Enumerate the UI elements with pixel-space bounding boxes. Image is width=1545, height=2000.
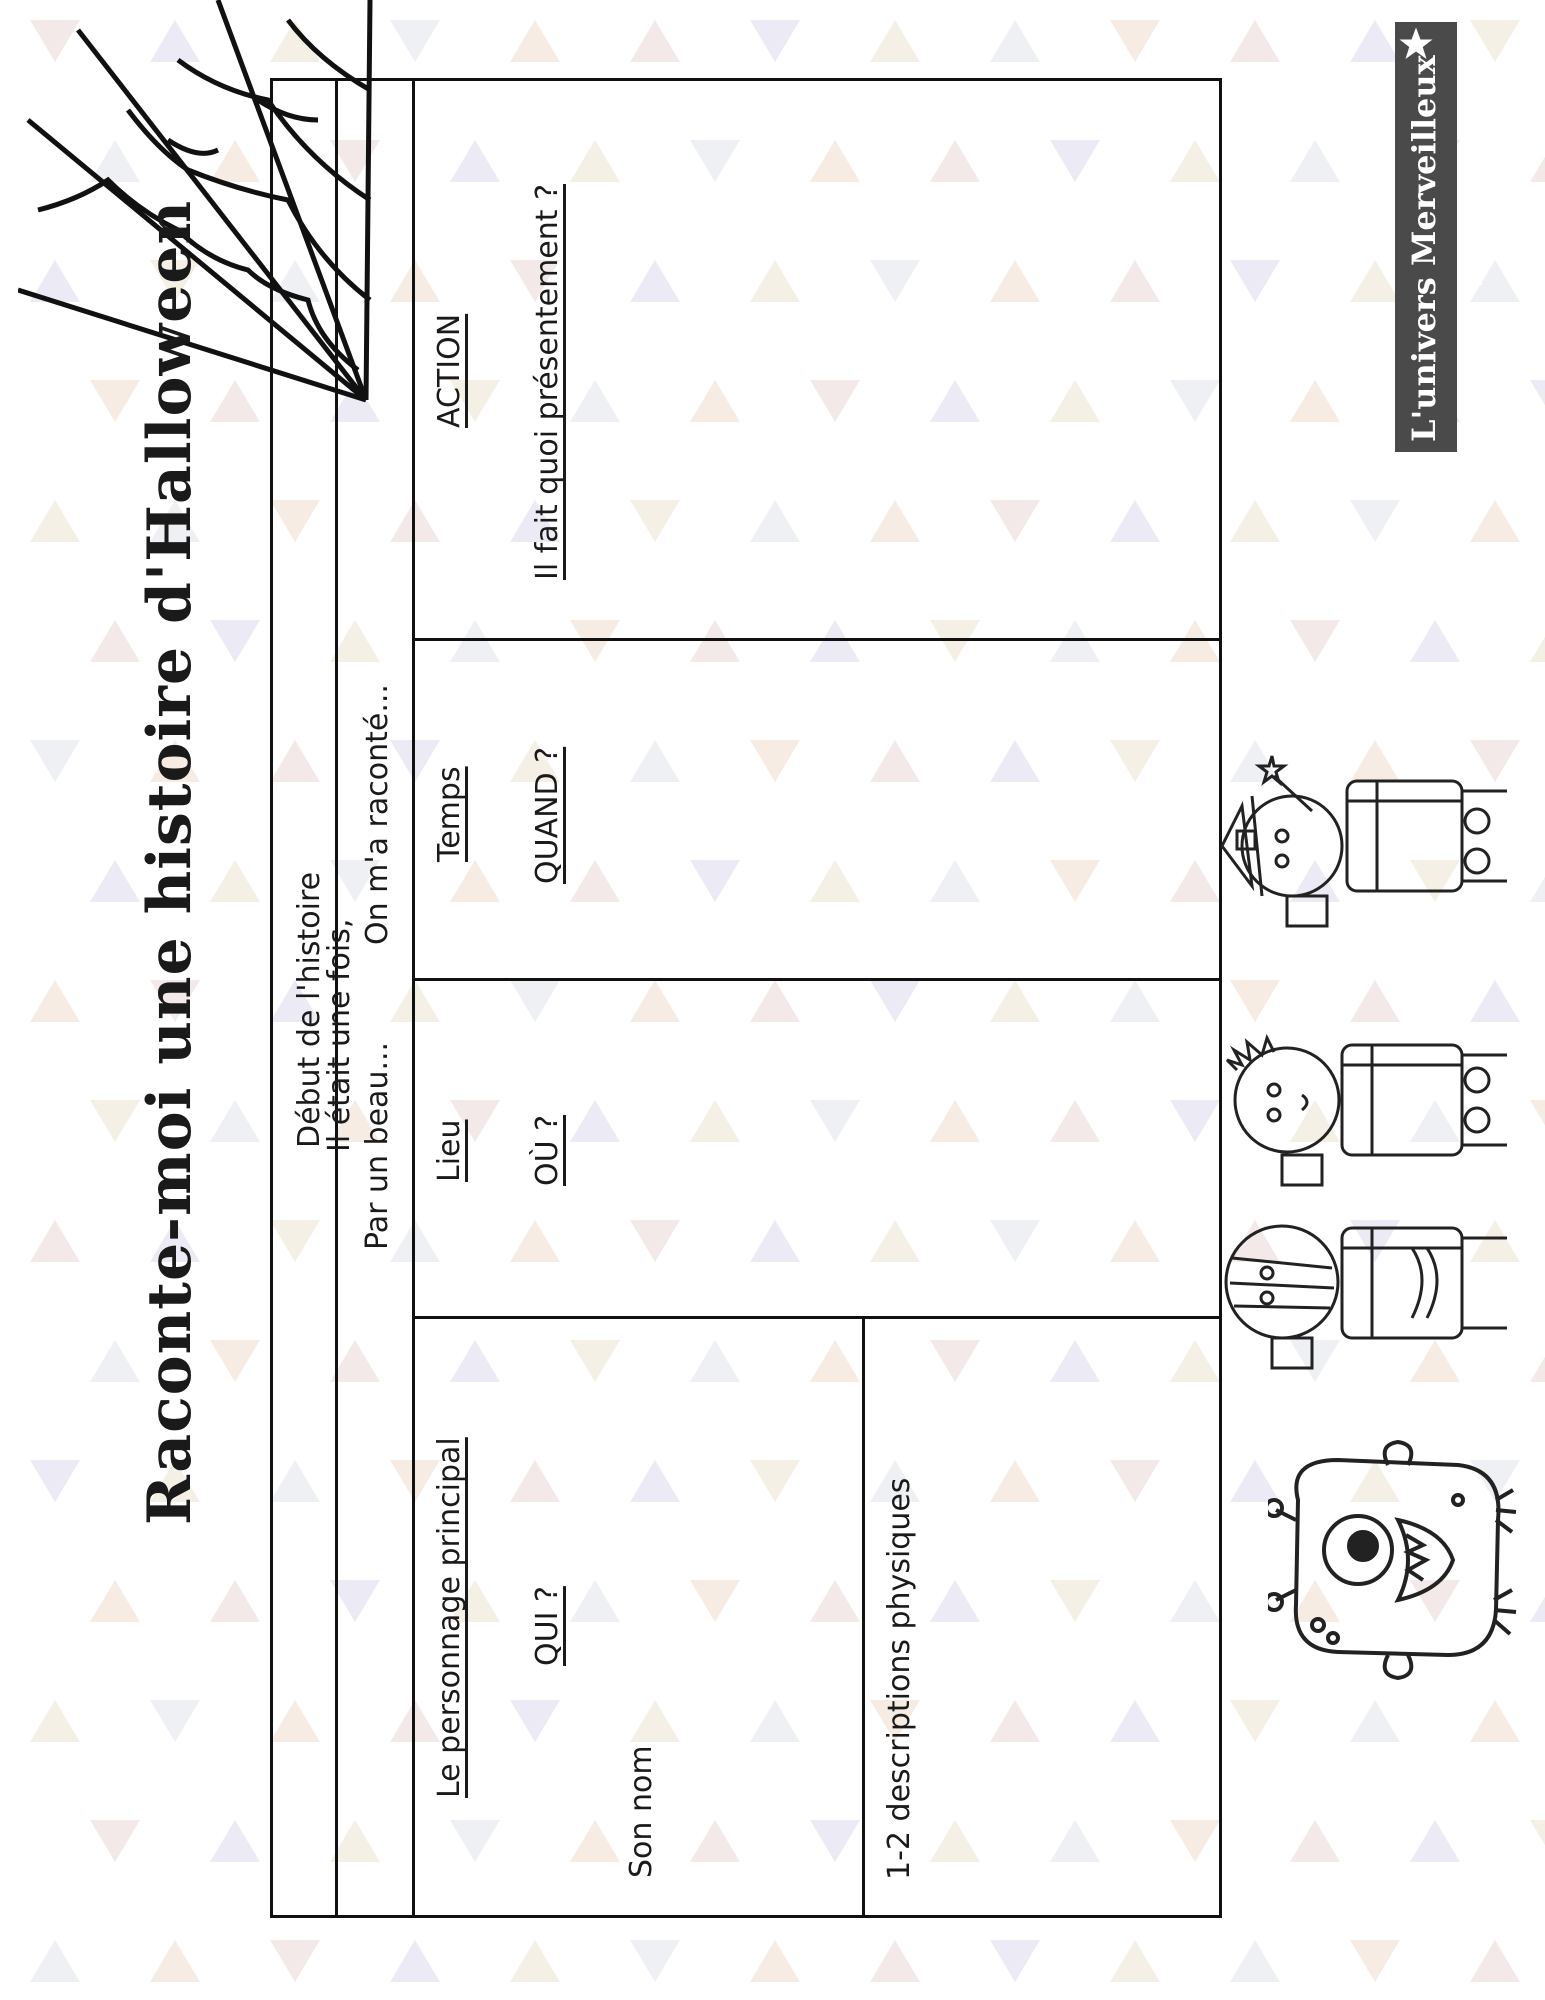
background-triangle [1230, 260, 1280, 302]
background-triangle [1530, 1340, 1545, 1382]
background-triangle [210, 1820, 260, 1862]
background-triangle [510, 1940, 560, 1982]
opening-line-left: Par un beau... [360, 1041, 395, 1250]
background-triangle [390, 20, 440, 62]
opening-label-start: Il était une fois, [322, 918, 357, 1152]
background-triangle [1110, 1940, 1160, 1982]
background-triangle [1470, 1700, 1520, 1742]
background-triangle [210, 1340, 260, 1382]
background-triangle [990, 20, 1040, 62]
background-triangle [750, 20, 800, 62]
witch-kid-icon [1212, 736, 1522, 936]
background-triangle [1110, 20, 1160, 62]
time-question: QUAND ? [530, 746, 565, 884]
background-triangle [1230, 500, 1280, 542]
background-triangle [30, 1460, 80, 1502]
place-heading: Lieu [432, 1119, 467, 1182]
background-triangle [1350, 20, 1400, 62]
place-question: OÙ ? [530, 1114, 565, 1186]
page-title: Raconte-moi une histoire d'Halloween [135, 199, 205, 1525]
background-triangle [270, 1940, 320, 1982]
background-triangle [510, 20, 560, 62]
background-triangle [1410, 620, 1460, 662]
column-divider [412, 638, 1222, 641]
background-triangle [30, 1220, 80, 1262]
werewolf-kid-icon [1212, 1010, 1522, 1190]
background-triangle [1350, 1700, 1400, 1742]
background-triangle [750, 1940, 800, 1982]
background-triangle [150, 1700, 200, 1742]
character-question: QUI ? [530, 1586, 565, 1666]
background-triangle [1230, 1940, 1280, 1982]
brand-label [1395, 22, 1457, 452]
background-triangle [630, 1940, 680, 1982]
background-triangle [150, 1940, 200, 1982]
background-triangle [90, 620, 140, 662]
action-question: Il fait quoi présentement ? [530, 184, 565, 580]
background-triangle [1530, 1820, 1545, 1862]
background-triangle [90, 1580, 140, 1622]
background-triangle [30, 1700, 80, 1742]
background-triangle [1290, 140, 1340, 182]
background-triangle [1470, 20, 1520, 62]
opening-label-middle: Début de l'histoire [292, 871, 327, 1148]
background-triangle [1290, 380, 1340, 422]
background-triangle [1530, 860, 1545, 902]
background-triangle [90, 1100, 140, 1142]
background-triangle [1290, 1820, 1340, 1862]
background-triangle [210, 1580, 260, 1622]
opening-line-right: On m'a raconté... [360, 684, 395, 945]
background-triangle [30, 980, 80, 1022]
background-triangle [1530, 380, 1545, 422]
background-triangle [30, 1940, 80, 1982]
column-divider [412, 1316, 1222, 1319]
background-triangle [1230, 1700, 1280, 1742]
time-heading: Temps [432, 766, 467, 862]
background-triangle [990, 1940, 1040, 1982]
action-heading: ACTION [432, 313, 467, 428]
background-triangle [210, 1100, 260, 1142]
background-triangle [90, 860, 140, 902]
character-heading: Le personnage principal [432, 1437, 467, 1798]
brand-text: L'univers Merveilleux [1405, 55, 1443, 442]
background-triangle [1350, 500, 1400, 542]
background-triangle [870, 20, 920, 62]
background-triangle [210, 620, 260, 662]
background-triangle [1350, 1940, 1400, 1982]
background-triangle [30, 500, 80, 542]
background-triangle [870, 1940, 920, 1982]
character-description-prompt: 1-2 descriptions physiques [882, 1477, 917, 1880]
character-divider [862, 1316, 865, 1918]
background-triangle [1290, 620, 1340, 662]
monster-icon [1268, 1440, 1518, 1680]
row-divider [412, 78, 415, 1918]
background-triangle [630, 20, 680, 62]
background-triangle [390, 1940, 440, 1982]
background-triangle [1470, 1940, 1520, 1982]
background-triangle [1410, 1820, 1460, 1862]
background-triangle [30, 740, 80, 782]
background-triangle [1350, 260, 1400, 302]
background-triangle [1530, 1100, 1545, 1142]
background-triangle [1530, 140, 1545, 182]
background-triangle [1530, 620, 1545, 662]
character-name-prompt: Son nom [624, 1745, 659, 1878]
background-triangle [90, 1820, 140, 1862]
background-triangle [90, 1340, 140, 1382]
star-icon [1398, 26, 1434, 62]
star-icon [1462, 262, 1488, 288]
background-triangle [1530, 1580, 1545, 1622]
background-triangle [1230, 20, 1280, 62]
background-triangle [1470, 500, 1520, 542]
column-divider [412, 978, 1222, 981]
background-triangle [210, 860, 260, 902]
mummy-kid-icon [1212, 1188, 1522, 1376]
